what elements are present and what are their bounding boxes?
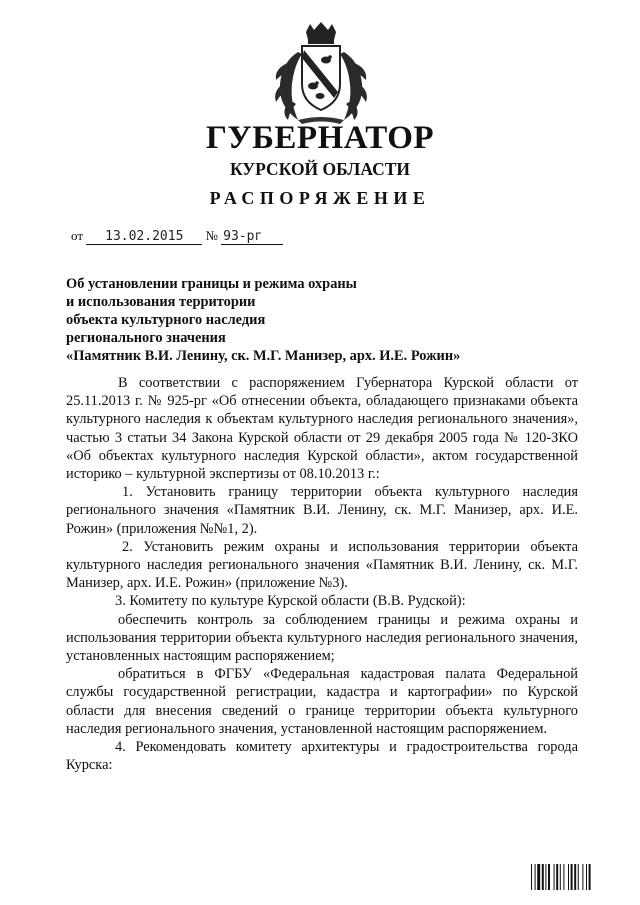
title-line: регионального значения: [66, 330, 226, 346]
title-line: Об установлении границы и режима охраны: [66, 276, 357, 292]
document-type: РАСПОРЯЖЕНИЕ: [209, 188, 431, 208]
title-line: объекта культурного наследия: [66, 312, 266, 328]
clause-2-paragraph: 2. Установить режим охраны и использования территории объекта культурного наследия регионального значения «Памятник В.И. Ленину, ск. М.Г. Манизер, арх. И.Е. Рожин» (приложение №3).: [66, 538, 578, 592]
clause-3-item-control: обеспечить контроль за соблюдением границы и режима охраны и использования территории объекта культурного наследия регионального значения, установленных настоящим распоряжением;: [66, 611, 578, 665]
number-label: №: [205, 228, 218, 243]
clause-1-paragraph: 1. Установить границу территории объекта культурного наследия регионального значения «Памятник В.И. Ленину, ск. М.Г. Манизер, арх. И.Е. Рожин» (приложения №№1, 2).: [66, 484, 578, 537]
clause-4-paragraph: 4. Рекомендовать комитету архитектуры и градостроительства города Курска:: [66, 739, 578, 774]
clause-3-item-cadastre: обратиться в ФГБУ «Федеральная кадастровая палата Федеральной службы государственной регистрации, кадастра и картографии» по Курской области для внесения сведений о границе территории объекта культурного наследия регионального значения, установленной настоящим распоряжением.: [66, 666, 578, 737]
region-subheading: КУРСКОЙ ОБЛАСТИ: [229, 159, 411, 179]
date-prefix: от: [71, 228, 84, 243]
title-line: и использования территории: [66, 294, 256, 310]
document-number: 93-рг: [223, 229, 263, 244]
clause-3-paragraph: 3. Комитету по культуре Курской области (В.В. Рудской):: [115, 593, 466, 610]
title-line: «Памятник В.И. Ленину, ск. М.Г. Манизер, арх. И.Е. Рожин»: [66, 348, 461, 364]
document-title: [66, 275, 460, 365]
coat-of-arms-icon: [268, 22, 374, 126]
document-heading: ГУБЕРНАТОР: [205, 120, 435, 156]
document-body: [66, 374, 578, 774]
preamble-paragraph: В соответствии с распоряжением Губернатора Курской области от 25.11.2013 г. № 925-рг «Об отнесении объекта, обладающего признаками объекта культурного наследия к объектам культурного наследия регионального значения», частью 3 статьи 34 Закона Курской области от 29 декабря 2005 года № 120-ЗКО «Об объектах культурного наследия Курской области», актом государственной историко – культурной экспертизы от 08.10.2013 г.:: [66, 375, 578, 483]
barcode-icon: [531, 864, 615, 890]
date-number-line: [71, 228, 283, 245]
document-date: 13.02.2015: [105, 229, 184, 244]
